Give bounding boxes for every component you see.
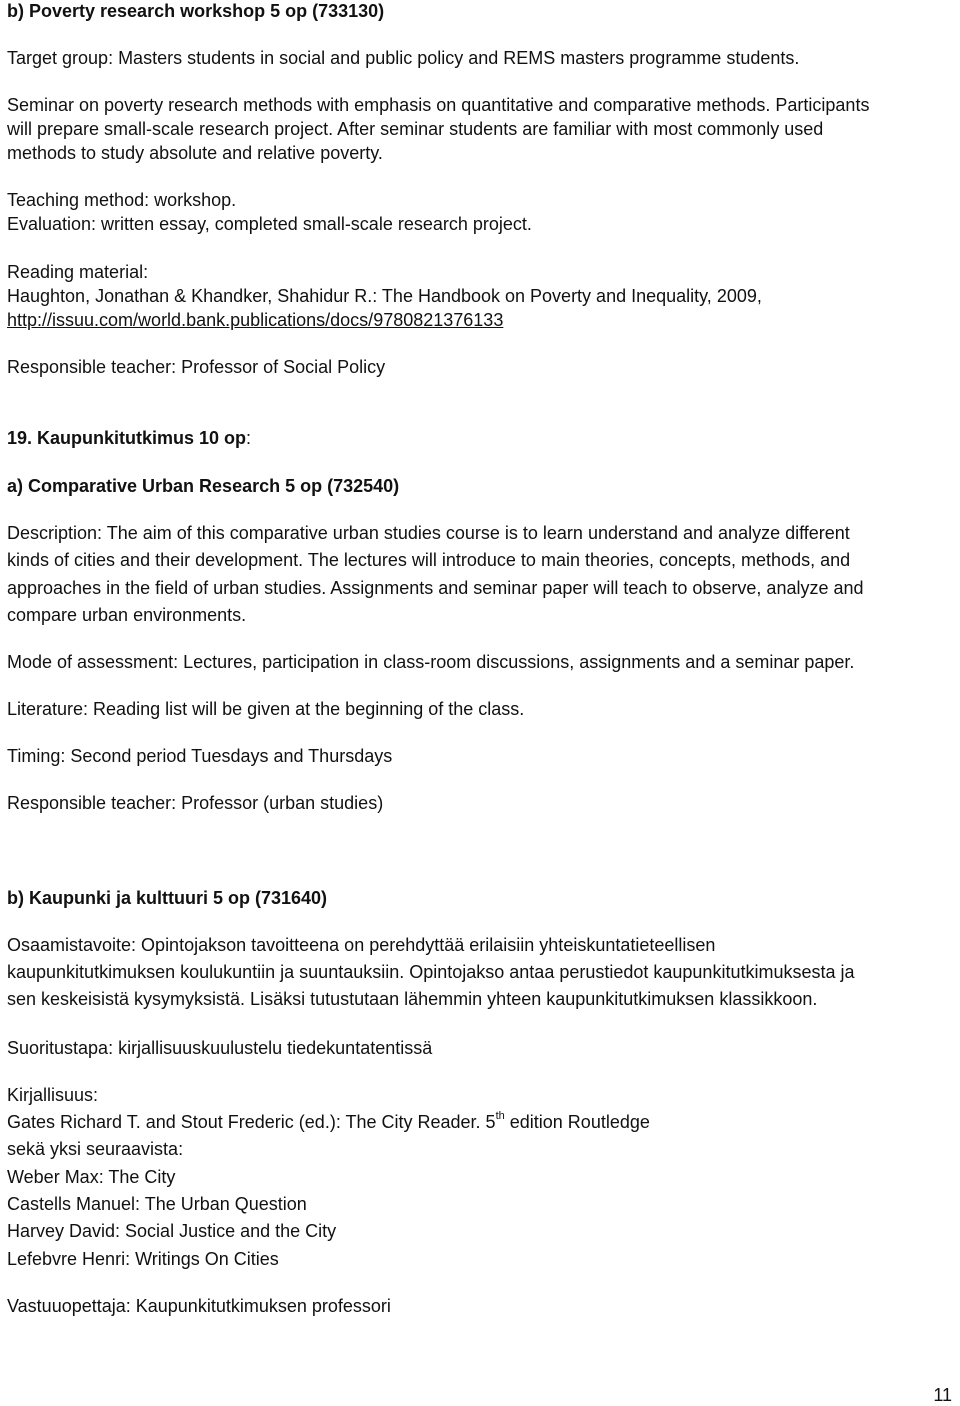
section-19-heading (7, 427, 251, 449)
description-line: methods to study absolute and relative poverty. (7, 143, 383, 163)
responsible-teacher: Vastuuopettaja: Kaupunkitutkimuksen professori (7, 1296, 391, 1316)
section-19-title: 19. Kaupunkitutkimus 10 op (7, 428, 247, 448)
edition-superscript: th (495, 1110, 505, 1122)
goal-line: Osaamistavoite: Opintojakson tavoitteena on perehdyttää erilaisiin yhteiskuntatieteellisen (7, 935, 716, 955)
description-line: will prepare small-scale research project. After seminar students are familiar with most commonly used (7, 119, 824, 139)
literature-option: Harvey David: Social Justice and the City (7, 1221, 337, 1241)
goal-line: kaupunkitutkimuksen koulukuntiin ja suuntauksiin. Opintojakso antaa perustiedot kaupunkitutkimuksesta ja (7, 962, 855, 982)
literature-label: Kirjallisuus: (7, 1085, 99, 1105)
section-heading-kaupunki-kulttuuri: b) Kaupunki ja kulttuuri 5 op (731640) (7, 888, 328, 908)
evaluation: Evaluation: written essay, completed small-scale research project. (7, 214, 532, 234)
section-heading-poverty-workshop: b) Poverty research workshop 5 op (733130) (7, 1, 385, 21)
literature-option: Weber Max: The City (7, 1167, 176, 1187)
literature-main-suffix: edition Routledge (504, 1112, 650, 1132)
teaching-method: Teaching method: workshop. (7, 190, 237, 210)
literature-option: Castells Manuel: The Urban Question (7, 1194, 307, 1214)
mode-of-assessment: Mode of assessment: Lectures, participation in class-room discussions, assignments and a seminar paper. (7, 652, 855, 672)
timing: Timing: Second period Tuesdays and Thursdays (7, 746, 393, 766)
section-19-colon: : (246, 428, 252, 448)
literature-main-text: Gates Richard T. and Stout Frederic (ed.): The City Reader. 5 (7, 1112, 496, 1132)
target-group: Target group: Masters students in social and public policy and REMS masters programme students. (7, 48, 800, 68)
reading-label: Reading material: (7, 262, 149, 282)
goal-line: sen keskeisistä kysymyksistä. Lisäksi tutustutaan lähemmin yhteen kaupunkitutkimuksen klassikkoon. (7, 989, 818, 1009)
literature-option: Lefebvre Henri: Writings On Cities (7, 1249, 279, 1269)
literature-main (7, 1111, 650, 1133)
reading-url-line (7, 309, 503, 331)
description-line: Description: The aim of this comparative urban studies course is to learn understand and analyze different (7, 523, 850, 543)
reading-url-link[interactable]: http://issuu.com/world.bank.publications/docs/9780821376133 (7, 310, 504, 330)
responsible-teacher: Responsible teacher: Professor (urban studies) (7, 793, 384, 813)
description-line: approaches in the field of urban studies. Assignments and seminar paper will teach to observe, analyze and (7, 578, 864, 598)
literature: Literature: Reading list will be given at the beginning of the class. (7, 699, 525, 719)
page-number: 11 (933, 1385, 952, 1405)
responsible-teacher: Responsible teacher: Professor of Social Policy (7, 357, 386, 377)
section-heading-comparative-urban: a) Comparative Urban Research 5 op (732540) (7, 476, 400, 496)
reading-reference: Haughton, Jonathan & Khandker, Shahidur R.: The Handbook on Poverty and Inequality, 2009, (7, 286, 762, 306)
literature-plus: sekä yksi seuraavista: (7, 1139, 184, 1159)
description-line: compare urban environments. (7, 605, 247, 625)
description-line: kinds of cities and their development. The lectures will introduce to main theories, concepts, methods, and (7, 550, 851, 570)
description-line: Seminar on poverty research methods with emphasis on quantitative and comparative methods. Participants (7, 95, 870, 115)
completion-method: Suoritustapa: kirjallisuuskuulustelu tiedekuntatentissä (7, 1038, 433, 1058)
